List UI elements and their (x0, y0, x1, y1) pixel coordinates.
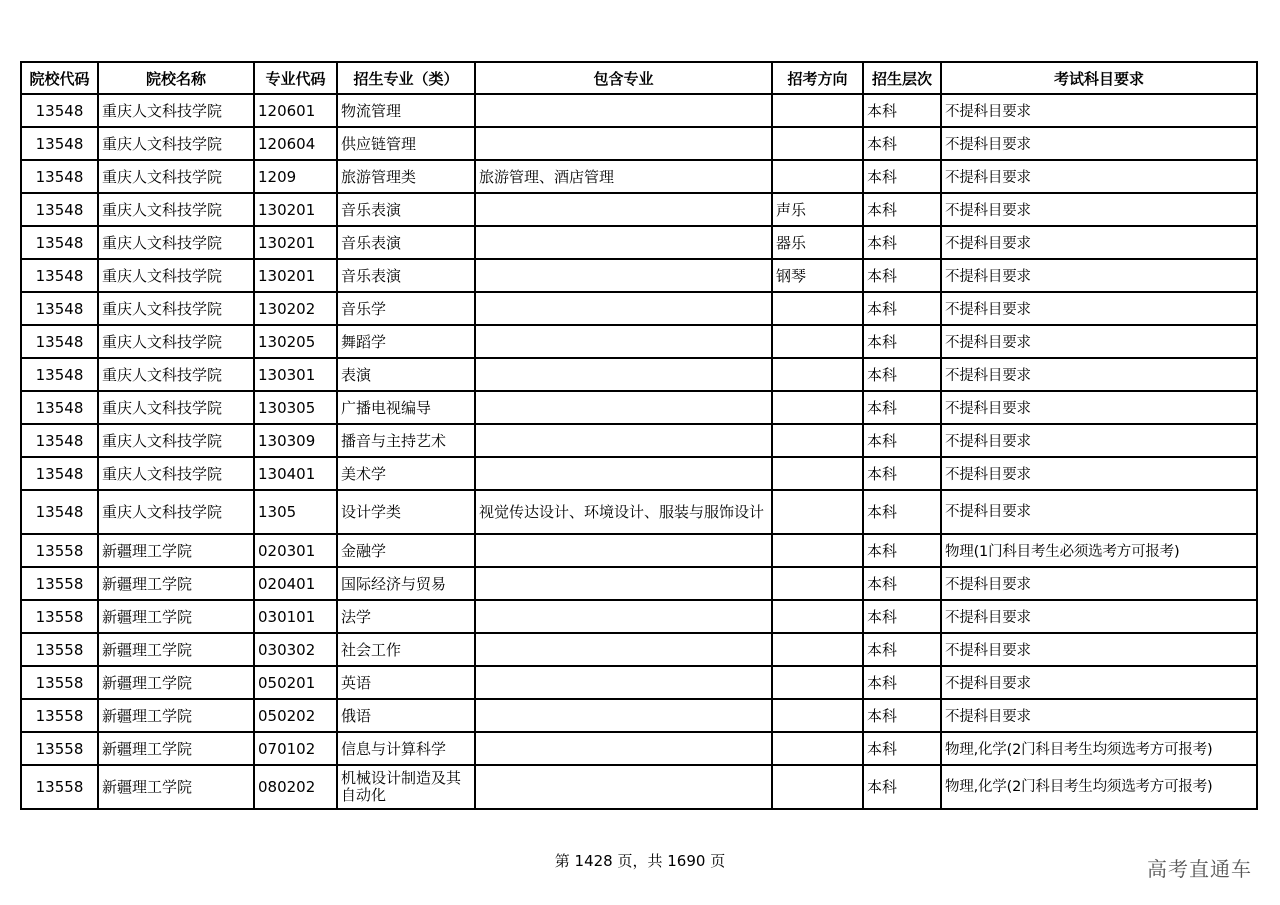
table-row (21, 424, 1257, 457)
cell-school-code: 13548 (21, 193, 98, 226)
table-row (21, 699, 1257, 732)
cell-direction (772, 567, 863, 600)
header-school-name: 院校名称 (98, 62, 254, 94)
cell-requirement: 不提科目要求 (941, 325, 1257, 358)
header-school-code: 院校代码 (21, 62, 98, 94)
table-row (21, 633, 1257, 666)
cell-requirement: 不提科目要求 (941, 424, 1257, 457)
cell-includes (475, 292, 772, 325)
cell-school-code: 13548 (21, 457, 98, 490)
cell-school-code: 13548 (21, 259, 98, 292)
cell-major-code: 030302 (254, 633, 337, 666)
cell-school-code: 13558 (21, 600, 98, 633)
cell-level: 本科 (863, 424, 941, 457)
cell-requirement: 不提科目要求 (941, 600, 1257, 633)
cell-school-name: 新疆理工学院 (98, 600, 254, 633)
table-row (21, 193, 1257, 226)
cell-requirement: 不提科目要求 (941, 391, 1257, 424)
cell-direction (772, 666, 863, 699)
cell-major-code: 030101 (254, 600, 337, 633)
watermark: 高考直通车 (1147, 857, 1252, 881)
cell-level: 本科 (863, 226, 941, 259)
cell-level: 本科 (863, 259, 941, 292)
cell-major: 音乐学 (337, 292, 475, 325)
cell-requirement: 不提科目要求 (941, 358, 1257, 391)
table-row (21, 534, 1257, 567)
cell-major: 国际经济与贸易 (337, 567, 475, 600)
cell-major: 机械设计制造及其自动化 (337, 765, 475, 809)
cell-includes (475, 666, 772, 699)
cell-direction (772, 732, 863, 765)
cell-includes (475, 391, 772, 424)
cell-includes (475, 226, 772, 259)
cell-level: 本科 (863, 292, 941, 325)
cell-requirement: 不提科目要求 (941, 666, 1257, 699)
cell-school-name: 重庆人文科技学院 (98, 94, 254, 127)
cell-school-name: 重庆人文科技学院 (98, 127, 254, 160)
cell-school-name: 重庆人文科技学院 (98, 160, 254, 193)
cell-level: 本科 (863, 490, 941, 534)
cell-requirement: 物理,化学(2门科目考生均须选考方可报考) (941, 732, 1257, 765)
cell-school-name: 新疆理工学院 (98, 633, 254, 666)
cell-level: 本科 (863, 567, 941, 600)
cell-requirement: 不提科目要求 (941, 292, 1257, 325)
cell-direction (772, 94, 863, 127)
table-row (21, 490, 1257, 534)
cell-major: 物流管理 (337, 94, 475, 127)
cell-school-name: 重庆人文科技学院 (98, 325, 254, 358)
cell-major-code: 130301 (254, 358, 337, 391)
cell-level: 本科 (863, 457, 941, 490)
cell-school-name: 新疆理工学院 (98, 666, 254, 699)
cell-includes (475, 732, 772, 765)
cell-requirement: 不提科目要求 (941, 160, 1257, 193)
cell-level: 本科 (863, 600, 941, 633)
cell-school-code: 13548 (21, 358, 98, 391)
cell-school-name: 新疆理工学院 (98, 732, 254, 765)
cell-school-code: 13558 (21, 666, 98, 699)
cell-requirement: 不提科目要求 (941, 457, 1257, 490)
cell-level: 本科 (863, 633, 941, 666)
cell-major: 音乐表演 (337, 259, 475, 292)
cell-major-code: 130201 (254, 193, 337, 226)
cell-school-name: 重庆人文科技学院 (98, 457, 254, 490)
cell-includes (475, 699, 772, 732)
cell-major: 音乐表演 (337, 226, 475, 259)
cell-level: 本科 (863, 391, 941, 424)
cell-major-code: 130401 (254, 457, 337, 490)
cell-major-code: 050201 (254, 666, 337, 699)
cell-major-code: 080202 (254, 765, 337, 809)
cell-includes (475, 127, 772, 160)
cell-major: 音乐表演 (337, 193, 475, 226)
cell-major-code: 130305 (254, 391, 337, 424)
cell-includes (475, 765, 772, 809)
cell-school-code: 13548 (21, 226, 98, 259)
cell-school-name: 新疆理工学院 (98, 534, 254, 567)
table-body (21, 94, 1257, 809)
cell-direction: 器乐 (772, 226, 863, 259)
cell-major: 舞蹈学 (337, 325, 475, 358)
cell-school-code: 13548 (21, 292, 98, 325)
cell-school-code: 13548 (21, 127, 98, 160)
cell-level: 本科 (863, 732, 941, 765)
cell-major-code: 120604 (254, 127, 337, 160)
cell-level: 本科 (863, 534, 941, 567)
table-row (21, 94, 1257, 127)
table-row (21, 391, 1257, 424)
table-row (21, 325, 1257, 358)
cell-includes (475, 325, 772, 358)
cell-level: 本科 (863, 699, 941, 732)
cell-major-code: 130309 (254, 424, 337, 457)
cell-major-code: 020401 (254, 567, 337, 600)
cell-school-code: 13548 (21, 424, 98, 457)
cell-includes (475, 259, 772, 292)
cell-requirement: 不提科目要求 (941, 490, 1257, 534)
header-direction: 招考方向 (772, 62, 863, 94)
cell-major-code: 130205 (254, 325, 337, 358)
table-row (21, 600, 1257, 633)
cell-includes (475, 567, 772, 600)
table-row (21, 358, 1257, 391)
cell-major: 法学 (337, 600, 475, 633)
cell-school-name: 重庆人文科技学院 (98, 226, 254, 259)
cell-major-code: 120601 (254, 94, 337, 127)
table-row (21, 160, 1257, 193)
cell-major-code: 070102 (254, 732, 337, 765)
cell-direction (772, 325, 863, 358)
cell-requirement: 物理(1门科目考生必须选考方可报考) (941, 534, 1257, 567)
cell-level: 本科 (863, 193, 941, 226)
cell-school-name: 重庆人文科技学院 (98, 292, 254, 325)
table-row (21, 226, 1257, 259)
cell-school-code: 13558 (21, 765, 98, 809)
cell-includes: 旅游管理、酒店管理 (475, 160, 772, 193)
cell-includes (475, 600, 772, 633)
cell-school-code: 13558 (21, 633, 98, 666)
header-major: 招生专业（类） (337, 62, 475, 94)
cell-major: 信息与计算科学 (337, 732, 475, 765)
cell-major: 表演 (337, 358, 475, 391)
cell-school-code: 13558 (21, 699, 98, 732)
cell-direction (772, 424, 863, 457)
cell-school-name: 重庆人文科技学院 (98, 490, 254, 534)
cell-direction (772, 160, 863, 193)
cell-major: 美术学 (337, 457, 475, 490)
cell-direction: 声乐 (772, 193, 863, 226)
cell-major: 金融学 (337, 534, 475, 567)
cell-level: 本科 (863, 160, 941, 193)
cell-major-code: 130201 (254, 226, 337, 259)
cell-major: 俄语 (337, 699, 475, 732)
cell-requirement: 不提科目要求 (941, 633, 1257, 666)
cell-includes (475, 358, 772, 391)
cell-direction: 钢琴 (772, 259, 863, 292)
cell-direction (772, 633, 863, 666)
cell-includes (475, 457, 772, 490)
cell-includes (475, 534, 772, 567)
cell-major-code: 130201 (254, 259, 337, 292)
cell-direction (772, 292, 863, 325)
cell-level: 本科 (863, 325, 941, 358)
header-requirement: 考试科目要求 (941, 62, 1257, 94)
cell-direction (772, 699, 863, 732)
cell-major: 设计学类 (337, 490, 475, 534)
cell-major: 英语 (337, 666, 475, 699)
cell-includes (475, 633, 772, 666)
cell-school-name: 重庆人文科技学院 (98, 358, 254, 391)
cell-school-code: 13558 (21, 534, 98, 567)
cell-requirement: 不提科目要求 (941, 226, 1257, 259)
cell-includes (475, 424, 772, 457)
cell-includes: 视觉传达设计、环境设计、服装与服饰设计 (475, 490, 772, 534)
cell-major: 社会工作 (337, 633, 475, 666)
cell-school-code: 13548 (21, 160, 98, 193)
cell-major-code: 050202 (254, 699, 337, 732)
cell-school-name: 重庆人文科技学院 (98, 391, 254, 424)
admission-table (20, 61, 1258, 810)
cell-requirement: 不提科目要求 (941, 127, 1257, 160)
cell-requirement: 不提科目要求 (941, 259, 1257, 292)
cell-includes (475, 193, 772, 226)
table-row (21, 127, 1257, 160)
cell-major-code: 130202 (254, 292, 337, 325)
cell-level: 本科 (863, 765, 941, 809)
page-number: 第 1428 页，共 1690 页 (554, 852, 726, 870)
cell-major-code: 1209 (254, 160, 337, 193)
cell-major-code: 1305 (254, 490, 337, 534)
cell-school-name: 新疆理工学院 (98, 567, 254, 600)
cell-requirement: 不提科目要求 (941, 699, 1257, 732)
cell-major: 供应链管理 (337, 127, 475, 160)
table-row (21, 732, 1257, 765)
cell-school-name: 重庆人文科技学院 (98, 424, 254, 457)
cell-school-name: 新疆理工学院 (98, 699, 254, 732)
table-row (21, 292, 1257, 325)
cell-direction (772, 391, 863, 424)
cell-includes (475, 94, 772, 127)
header-level: 招生层次 (863, 62, 941, 94)
cell-direction (772, 534, 863, 567)
cell-school-code: 13558 (21, 732, 98, 765)
cell-direction (772, 600, 863, 633)
cell-school-name: 新疆理工学院 (98, 765, 254, 809)
table-row (21, 457, 1257, 490)
cell-school-name: 重庆人文科技学院 (98, 259, 254, 292)
cell-direction (772, 765, 863, 809)
cell-requirement: 不提科目要求 (941, 567, 1257, 600)
cell-major: 播音与主持艺术 (337, 424, 475, 457)
cell-direction (772, 358, 863, 391)
cell-requirement: 不提科目要求 (941, 193, 1257, 226)
table-row (21, 567, 1257, 600)
cell-school-code: 13558 (21, 567, 98, 600)
cell-major: 广播电视编导 (337, 391, 475, 424)
header-row (21, 62, 1257, 94)
cell-major-code: 020301 (254, 534, 337, 567)
cell-level: 本科 (863, 666, 941, 699)
cell-school-code: 13548 (21, 94, 98, 127)
cell-school-code: 13548 (21, 391, 98, 424)
table-row (21, 765, 1257, 809)
table-row (21, 259, 1257, 292)
cell-requirement: 物理,化学(2门科目考生均须选考方可报考) (941, 765, 1257, 809)
cell-school-name: 重庆人文科技学院 (98, 193, 254, 226)
cell-level: 本科 (863, 127, 941, 160)
cell-direction (772, 127, 863, 160)
cell-level: 本科 (863, 358, 941, 391)
cell-school-code: 13548 (21, 325, 98, 358)
header-major-code: 专业代码 (254, 62, 337, 94)
cell-level: 本科 (863, 94, 941, 127)
cell-requirement: 不提科目要求 (941, 94, 1257, 127)
cell-school-code: 13548 (21, 490, 98, 534)
table-row (21, 666, 1257, 699)
cell-major: 旅游管理类 (337, 160, 475, 193)
cell-direction (772, 490, 863, 534)
header-includes: 包含专业 (475, 62, 772, 94)
cell-direction (772, 457, 863, 490)
